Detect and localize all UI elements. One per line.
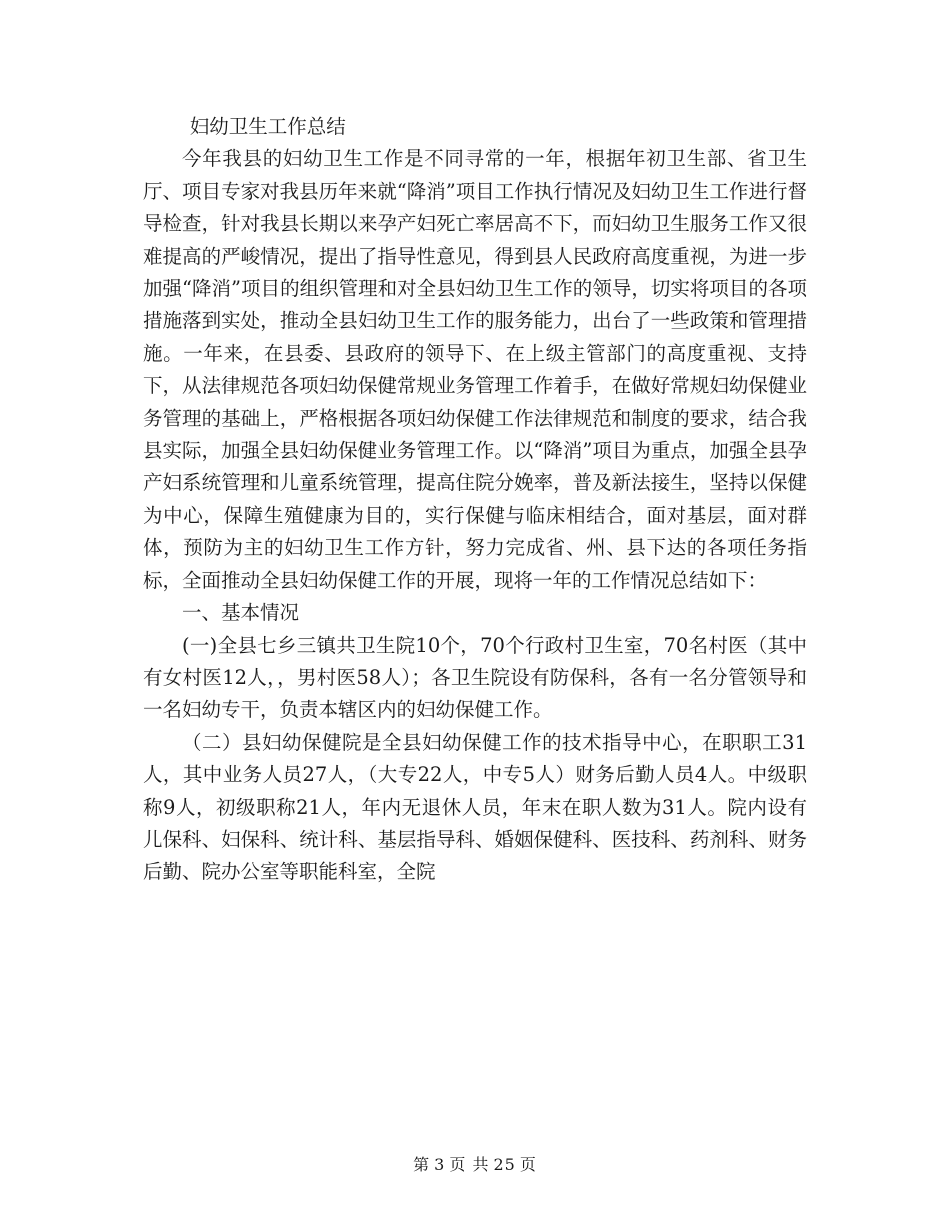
document-body bbox=[143, 111, 807, 889]
paragraph-township-clinics: (一)全县七乡三镇共卫生院10个，70个行政村卫生室，70名村医（其中有女村医12人，，男村医58人）；各卫生院设有防保科，各有一名分管领导和一名妇幼专干，负责本辖区内的妇幼保健工作。 bbox=[143, 633, 807, 722]
section-heading-basic: 一、基本情况 bbox=[182, 601, 300, 625]
page-footer bbox=[0, 1152, 950, 1175]
document-title: 妇幼卫生工作总结 bbox=[189, 115, 346, 138]
paragraph-county-hospital: （二）县妇幼保健院是全县妇幼保健工作的技术指导中心，在职职工31人，其中业务人员27人，（大专22人，中专5人）财务后勤人员4人。中级职称9人，初级职称21人，年内无退休人员，年末在职人数为31人。院内设有儿保科、妇保科、统计科、基层指导科、婚姻保健科、医技科、药剂科、财务后勤、院办公室等职能科室，全院 bbox=[143, 730, 807, 884]
footer-current-page: 3 bbox=[434, 1155, 446, 1174]
footer-suffix: 页 bbox=[519, 1155, 537, 1174]
paragraph-intro: 今年我县的妇幼卫生工作是不同寻常的一年，根据年初卫生部、省卫生厅、项目专家对我县历年来就“降消”项目工作执行情况及妇幼卫生工作进行督导检查，针对我县长期以来孕产妇死亡率居高不下，而妇幼卫生服务工作又很难提高的严峻情况，提出了指导性意见，得到县人民政府高度重视，为进一步加强“降消”项目的组织管理和对全县妇幼卫生工作的领导，切实将项目的各项措施落到实处，推动全县妇幼卫生工作的服务能力，出台了一些政策和管理措施。一年来，在县委、县政府的领导下、在上级主管部门的高度重视、支持下，从法律规范各项妇幼保健常规业务管理工作着手，在做好常规妇幼保健业务管理的基础上，严格根据各项妇幼保健工作法律规范和制度的要求，结合我县实际，加强全县妇幼保健业务管理工作。以“降消”项目为重点，加强全县孕产妇系统管理和儿童系统管理，提高住院分娩率，普及新法接生，坚持以保健为中心，保障生殖健康为目的，实行保健与临床相结合，面对基层，面对群体，预防为主的妇幼卫生工作方针，努力完成省、州、县下达的各项任务指标，全面推动全县妇幼保健工作的开展，现将一年的工作情况总结如下： bbox=[143, 147, 807, 592]
footer-prefix: 第 bbox=[413, 1155, 431, 1174]
footer-total-pages: 25 bbox=[493, 1155, 516, 1174]
footer-middle: 页 共 bbox=[449, 1155, 490, 1174]
